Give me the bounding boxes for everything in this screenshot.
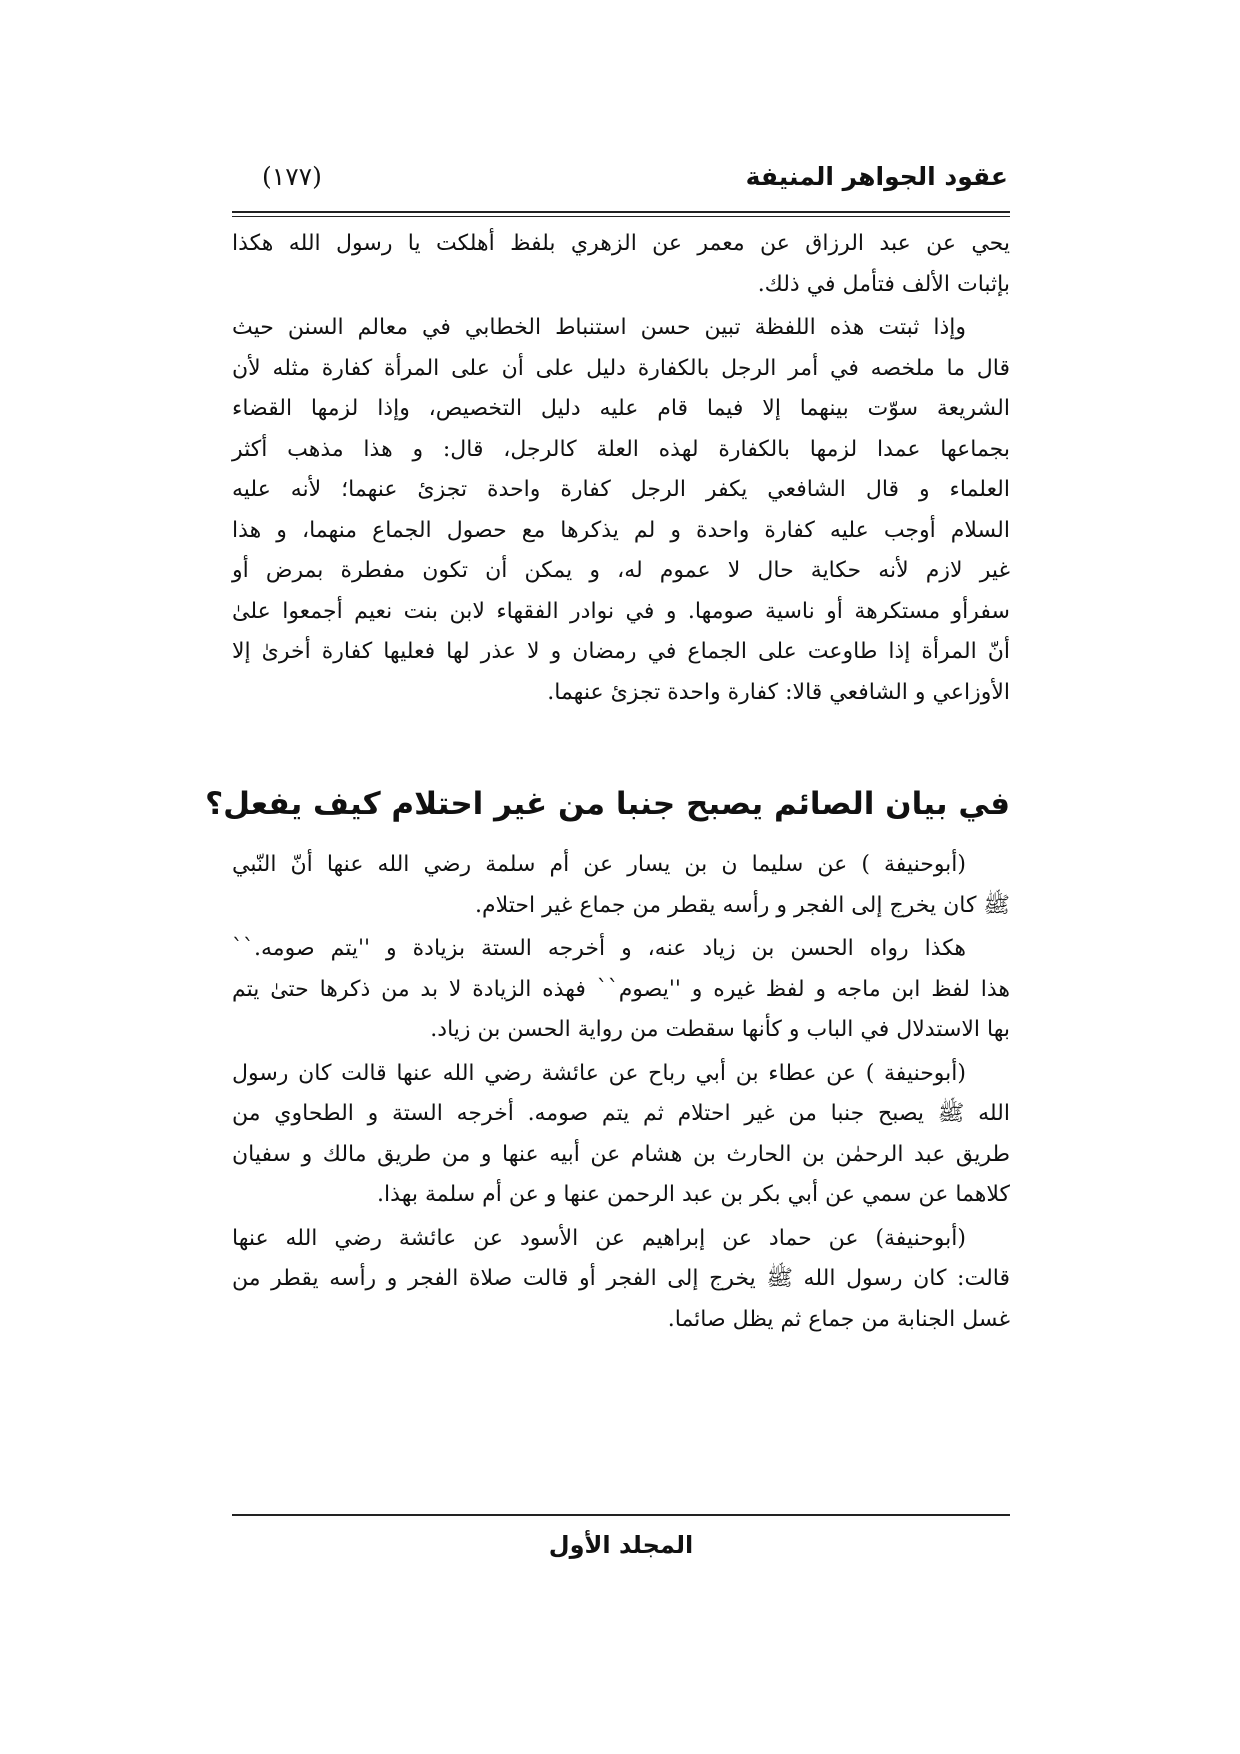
text-line: هذا لفظ ابن ماجه و لفظ غيره و ''يصوم`` فهذه الزيادة لا بد من ذكرها حتىٰ يتم: [232, 976, 1010, 1002]
text-line: بها الاستدلال في الباب و كأنها سقطت من رواية الحسن بن زياد.: [430, 1017, 1010, 1042]
header-rule-bottom: [232, 216, 1010, 217]
text-line: بإثبات الألف فتأمل في ذلك.: [757, 271, 1010, 297]
text-line: قالت: كان رسول الله ﷺ يخرج إلى الفجر أو قالت صلاة الفجر و رأسه يقطر من: [232, 1266, 1010, 1291]
text-line: طريق عبد الرحمٰن بن الحارث بن هشام عن أبيه عنها و من طريق مالك و سفيان: [232, 1141, 1010, 1167]
header-rule-top: [232, 211, 1010, 213]
text-line: (أبوحنيفة ) عن سليما ن بن يسار عن أم سلمة رضي الله عنها أنّ النّبي: [232, 852, 966, 877]
text-line: الله ﷺ يصبح جنبا من غير احتلام ثم يتم صومه. أخرجه الستة و الطحاوي من: [232, 1101, 1010, 1126]
text-line: سفرأو مستكرهة أو ناسية صومها. و في نوادر الفقهاء لابن بنت نعيم أجمعوا علىٰ: [232, 598, 1010, 624]
text-line: قال ما ملخصه في أمر الرجل بالكفارة دليل على أن على المرأة كفارة مثله لأن: [232, 355, 1010, 381]
section-heading: في بيان الصائم يصبح جنبا من غير احتلام كيف يفعل؟: [205, 786, 1010, 822]
text-line: غير لازم لأنه حكاية حال لا عموم له، و يمكن أن تكون مفطرة بمرض أو: [232, 558, 1010, 583]
volume-label: المجلد الأول: [548, 1530, 694, 1559]
text-line: يحي عن عبد الرزاق عن معمر عن الزهري بلفظ أهلكت يا رسول الله هكذا: [232, 231, 1010, 256]
page-number: (١٧٧): [262, 162, 322, 191]
text-line: وإذا ثبتت هذه اللفظة تبين حسن استنباط الخطابي في معالم السنن حيث: [232, 315, 966, 340]
running-title: عقود الجواهر المنيفة: [745, 162, 1008, 191]
text-line: غسل الجنابة من جماع ثم يظل صائما.: [667, 1306, 1010, 1332]
text-line: ﷺ كان يخرج إلى الفجر و رأسه يقطر من جماع غير احتلام.: [474, 892, 1010, 918]
text-line: (أبوحنيفة ) عن عطاء بن أبي رباح عن عائشة رضي الله عنها قالت كان رسول: [232, 1060, 966, 1086]
text-line: العلماء و قال الشافعي يكفر الرجل كفارة واحدة تجزئ عنهما؛ لأنه عليه: [232, 477, 1010, 502]
text-line: بجماعها عمدا لزمها بالكفارة لهذه العلة كالرجل، قال: و هذا مذهب أكثر: [232, 436, 1011, 462]
text-line: (أبوحنيفة) عن حماد عن إبراهيم عن الأسود عن عائشة رضي الله عنها: [232, 1225, 966, 1251]
text-line: أنّ المرأة إذا طاوعت على الجماع في رمضان و لا عذر لها فعليها كفارة أخرىٰ إلا: [232, 639, 1010, 664]
text-line: هكذا رواه الحسن بن زياد عنه، و أخرجه الستة بزيادة و ''يتم صومه.``: [232, 936, 966, 961]
text-line: كلاهما عن سمي عن أبي بكر بن عبد الرحمن عنها و عن أم سلمة بهذا.: [377, 1182, 1010, 1207]
text-line: السلام أوجب عليه كفارة واحدة و لم يذكرها مع حصول الجماع منهما، و هذا: [232, 517, 1010, 543]
text-line: الأوزاعي و الشافعي قالا: كفارة واحدة تجزئ عنهما.: [547, 679, 1010, 705]
footer-rule: [232, 1514, 1010, 1516]
text-line: الشريعة سوّت بينهما إلا فيما قام عليه دليل التخصيص، وإذا لزمها القضاء: [232, 396, 1010, 421]
